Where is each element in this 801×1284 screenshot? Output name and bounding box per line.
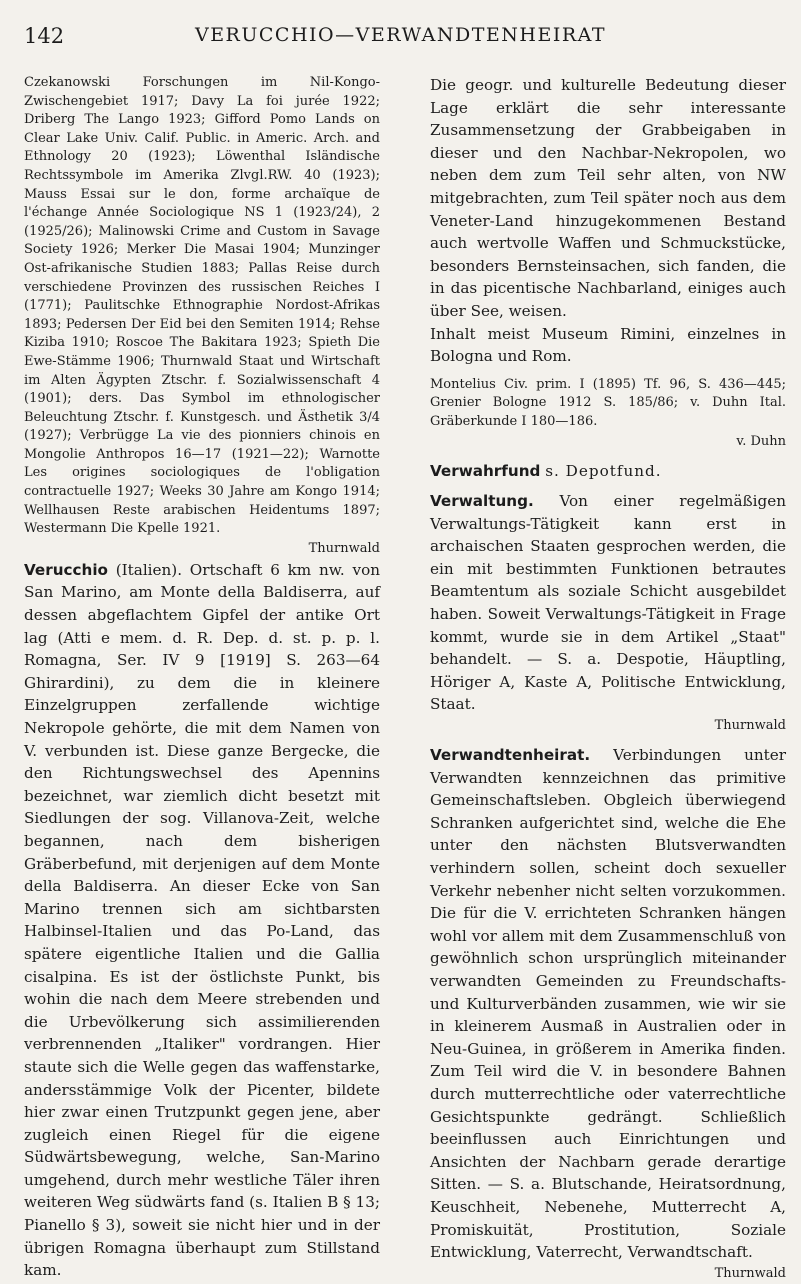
verwandtenheirat-text: Verbindungen unter Verwandten kennzeichnen das primitive Gemeinschaftsleben. Obgleich überwiegend Schranken aufgerichtet sind, welche die Ehe unter den nächsten Blutsverwandten verhindern sollen, scheint doch sexueller Verkehr nebenher nicht selten vorzukommen. Die für die V. errichteten Schranken hängen wohl vor allem mit dem Zusammenschluß von gewöhnlich schon ursprünglich miteinander verwandten Gemeinden zu Freundschafts- und Kulturverbänden zusammen, wie wir sie in kleinerem Ausmaß in Australien oder in Neu-Guinea, in größerem in Amerika finden. Zum Teil wird die V. in besondere Bahnen durch mutterrechtliche oder vaterrechtliche Gesichtspunkte gedrängt. Schließlich beeinflussen auch Einrichtungen und Ansichten der Nachbarn gerade derartige Sitten. — S. a. Blutschande, Heiratsordnung, Keuschheit, Nebenehe, Mutterrecht A, Promiskuität, Prostitution, Soziale Entwicklung, Vaterrecht, Verwandtschaft. [430, 746, 787, 1262]
entry-verwandtenheirat [430, 744, 786, 1264]
entry-verwaltung [430, 490, 786, 716]
verucchio-references: Montelius Civ. prim. I (1895) Tf. 96, S. 436—445; Grenier Bologne 1912 S. 185/86; v. Duhn Ital. Gräberkunde I 180—186. [430, 376, 786, 429]
page-header [24, 20, 777, 56]
entry-verwahrfund [430, 460, 786, 483]
bibliography-signature: Thurnwald [308, 540, 380, 556]
page-number: 142 [24, 24, 65, 48]
verwahrfund-text: s. Depotfund. [545, 461, 662, 480]
verucchio-text: (Italien). Ortschaft 6 km nw. von San Marino, am Monte della Baldiserra, auf dessen abgeflachtem Gipfel der antike Ort lag (Atti e mem. d. R. Dep. d. st. p. p. l. Romagna, Ser. IV 9 [1919] S. 263—64 Ghirardini), zu dem die in kleinere Einzelgruppen zerfallende wichtige Nekropole gehörte, die mit dem Namen von V. verbunden ist. Diese ganze Bergecke, die den Richtungswechsel des Apennins bezeichnet, war ziemlich dicht besetzt mit Siedlungen der sog. Villanova-Zeit, welche begannen, nach dem bisherigen Gräberbefund, mit derjenigen auf dem Monte della Baldiserra. An dieser Ecke von San Marino trennen sich am sichtbarsten Halbinsel-Italien und das Po-Land, das spätere eigentliche Italien und die Gallia cisalpina. Es ist der östlichste Punkt, bis wohin die nach dem Meere strebenden und die Urbevölkerung sich assimilierenden verbrennenden „Italiker" vordrangen. Hier staute sich die Welle gegen das waffenstarke, andersstämmige Volk der Picenter, bildete hier zwar einen Trutzpunkt gegen jene, aber zugleich einen Riegel für die eigene Südwärtsbewegung, welche, San-Marino umgehend, durch mehr westliche Täler ihren weiteren Weg südwärts fand (s. Italien B § 13; Pianello § 3), soweit sie nicht hier und in der übrigen Romagna überhaupt zum Stillstand kam. [24, 560, 381, 1280]
bibliography-text: Czekanowski Forschungen im Nil-Kongo-Zwischengebiet 1917; Davy La foi jurée 1922; Driberg The Lango 1923; Gifford Pomo Lands on Clear Lake Univ. Calif. Public. in Americ. Arch. and Ethnology 20 (1923); Löwenthal Isländische Rechtssymbole im Amerika Zlvgl.RW. 40 (1923); Mauss Essai sur le don, forme archaïque de l'échange Année Sociologique NS 1 (1923/24), 2 (1925/26); Malinowski Crime and Custom in Savage Society 1926; Merker Die Masai 1904; Munzinger Ost-afrikanische Studien 1883; Pallas Reise durch verschiedene Provinzen des russischen Reiches I (1771); Paulitschke Ethnographie Nordost-Afrikas 1893; Pedersen Der Eid bei den Semiten 1914; Rehse Kiziba 1910; Roscoe The Bakitara 1923; Spieth Die Ewe-Stämme 1906; Thurnwald Staat und Wirtschaft im Alten Ägypten Ztschr. f. Sozialwissenschaft 4 (1901); ders. Das Symbol im ethnologischer Beleuchtung Ztschr. f. Kunstgesch. und Ästhetik 3/4 (1927); Verbrügge La vie des pionniers chinois en Mongolie Anthropos 16—17 (1921—22); Warnotte Les origines sociologiques de l'obligation contractuelle 1927; Weeks 30 Jahre am Kongo 1914; Wellhausen Reste arabischen Heidentums 1897; Westermann Die Kpelle 1921. [24, 75, 380, 537]
running-title: VERUCCHIO—VERWANDTENHEIRAT [194, 24, 607, 46]
verucchio-signature: v. Duhn [736, 433, 786, 449]
left-column [24, 74, 380, 1282]
headword-verwaltung: Verwaltung. [430, 492, 534, 511]
verwandtenheirat-signature: Thurnwald [714, 1265, 786, 1281]
verucchio-contents: Inhalt meist Museum Rimini, einzelnes in Bologna und Rom. [430, 324, 786, 366]
verwaltung-signature: Thurnwald [714, 718, 786, 734]
headword-verwandtenheirat: Verwandtenheirat. [430, 746, 591, 765]
verucchio-continued: Die geogr. und kulturelle Bedeutung dieser Lage erklärt die sehr interessante Zusammensetzung der Grabbeigaben in dieser und den Nachbar-Nekropolen, wo neben dem zum Teil sehr alten, von NW mitgebrachten, zum Teil später noch aus dem Veneter-Land hinzugekommenen Bestand auch wertvolle Waffen und Schmuckstücke, besonders Bernsteinsachen, sich fanden, die in das picentische Nachbarland, einiges auch über See, weisen. [430, 76, 786, 320]
headword-verucchio: Verucchio [24, 560, 108, 579]
verwaltung-text: Von einer regelmäßigen Verwaltungs-Tätigkeit kann erst in archaischen Staaten gesprochen werden, die ein mit bestimmten Funktionen betrautes Beamtentum als soziale Schicht ausgebildet haben. Soweit Verwaltungs-Tätigkeit in Frage kommt, wurde sie in dem Artikel „Staat" behandelt. — S. a. Despotie, Häuptling, Höriger A, Kaste A, Politische Entwicklung, Staat. [430, 492, 787, 714]
entry-verucchio [24, 559, 380, 1282]
headword-verwahrfund: Verwahrfund [430, 461, 541, 480]
right-column [430, 74, 786, 1284]
